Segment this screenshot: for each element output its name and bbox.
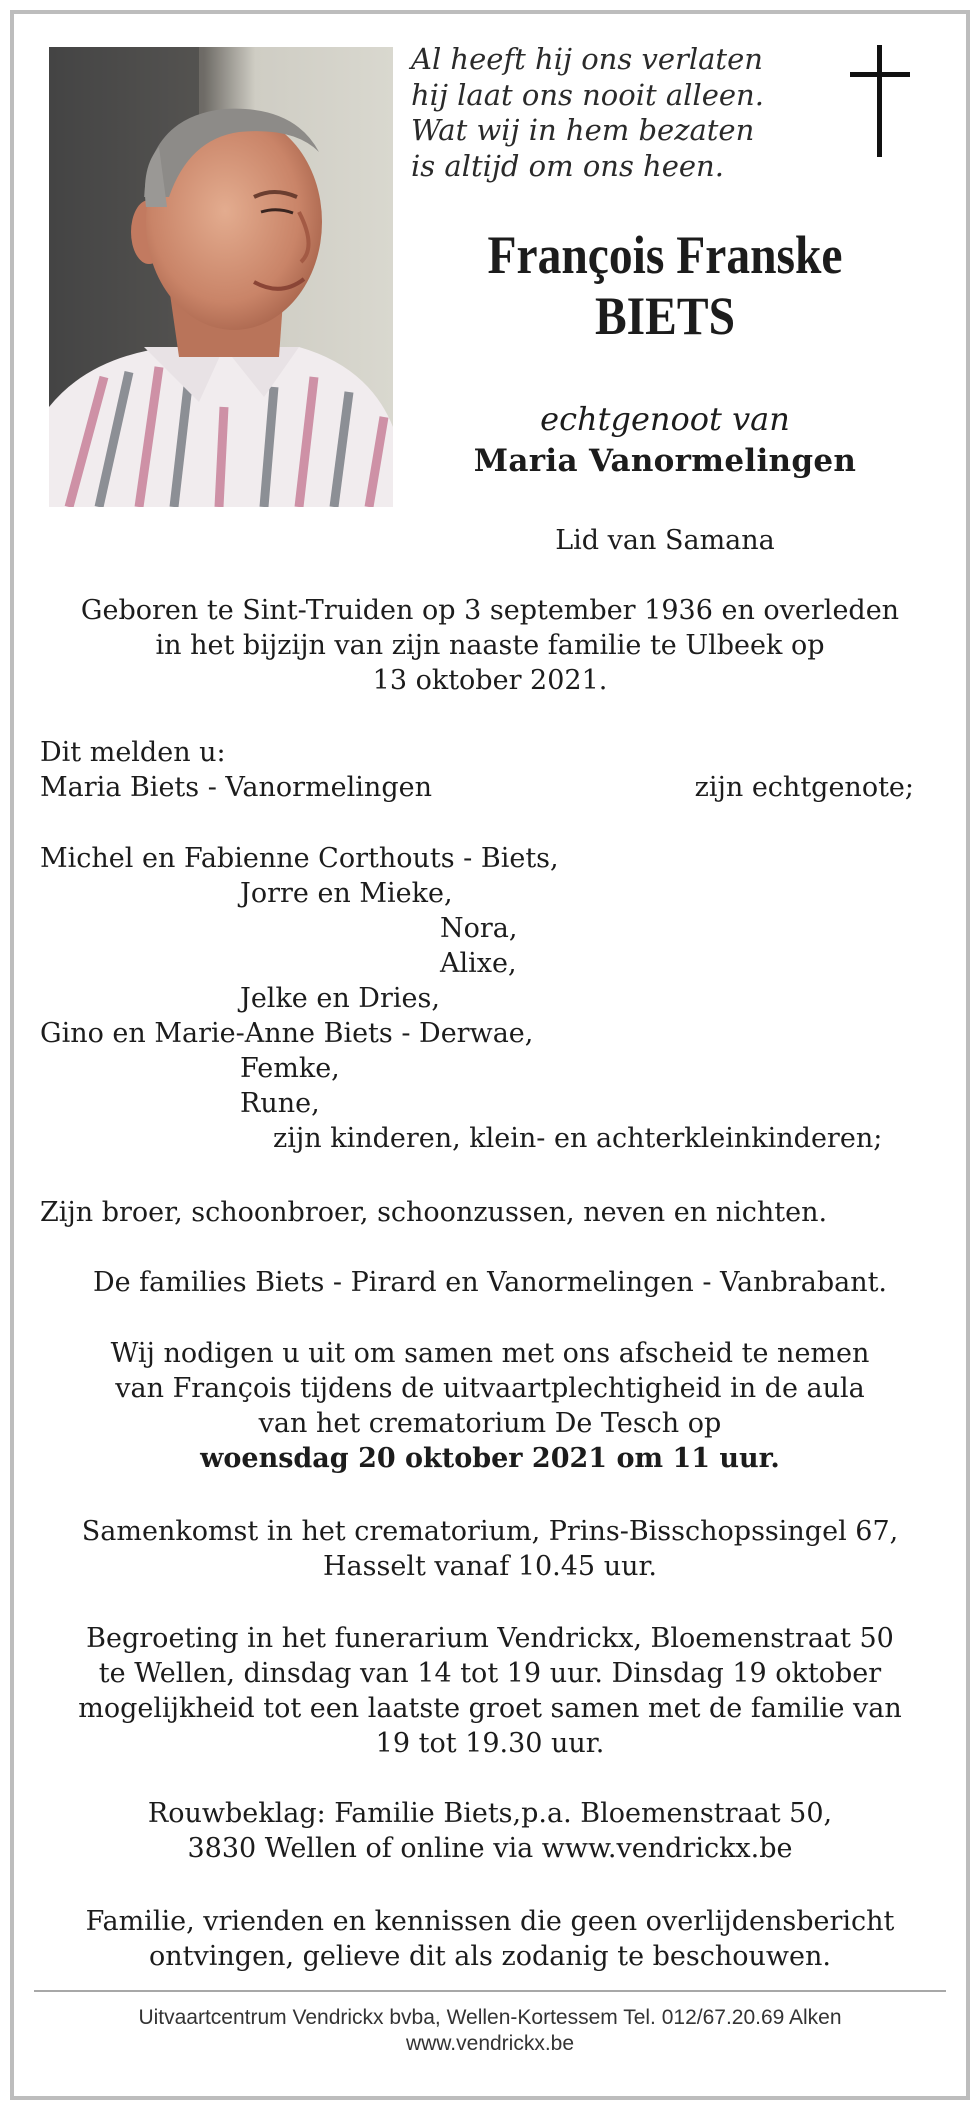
text-line: Hasselt vanaf 10.45 uur. <box>323 1551 657 1582</box>
spouse-role: zijn echtgenote; <box>694 772 914 803</box>
deceased-name <box>445 225 885 347</box>
family-list <box>40 841 940 1156</box>
relatives-line: Zijn broer, schoonbroer, schoonzussen, neven en nichten. <box>40 1197 828 1228</box>
poem-line: is altijd om ons heen. <box>411 148 724 183</box>
footer <box>40 2005 940 2057</box>
deceased-surname: BIETS <box>594 286 736 346</box>
deceased-first-names: François Franske <box>487 225 843 285</box>
family-member: Jorre en Mieke, <box>240 878 453 909</box>
visitation-paragraph <box>40 1621 940 1761</box>
spouse-label: echtgenoot van <box>540 400 790 438</box>
announcers-block <box>40 735 940 805</box>
text-line: ontvingen, gelieve dit als zodanig te beschouwen. <box>149 1941 831 1972</box>
text-line: Rouwbeklag: Familie Biets,p.a. Bloemenstraat 50, <box>147 1798 833 1829</box>
spouse-row <box>40 770 940 805</box>
family-member: Gino en Marie-Anne Biets - Derwae, <box>40 1018 534 1049</box>
family-member: Rune, <box>240 1088 320 1119</box>
text-line: 13 oktober 2021. <box>372 665 608 696</box>
text-line: Familie, vrienden en kennissen die geen overlijdensbericht <box>85 1906 895 1937</box>
text-line: te Wellen, dinsdag van 14 tot 19 uur. Dinsdag 19 oktober <box>98 1658 882 1689</box>
text-line: 3830 Wellen of online via www.vendrickx.be <box>187 1833 793 1864</box>
footer-website: www.vendrickx.be <box>405 2032 575 2055</box>
text-line: Samenkomst in het crematorium, Prins-Bisschopssingel 67, <box>81 1516 899 1547</box>
text-line: Begroeting in het funerarium Vendrickx, Bloemenstraat 50 <box>86 1623 894 1654</box>
text-line: Wij nodigen u uit om samen met ons afscheid te nemen <box>110 1338 870 1369</box>
poem-line: hij laat ons nooit alleen. <box>411 77 764 112</box>
family-member: Nora, <box>440 913 518 944</box>
cross-icon <box>850 45 910 157</box>
text-line: Geboren te Sint-Truiden op 3 september 1936 en overleden <box>80 595 900 626</box>
notice-paragraph <box>40 1904 940 1974</box>
gathering-paragraph <box>40 1514 940 1584</box>
condolences-paragraph <box>40 1796 940 1866</box>
birth-death-paragraph <box>40 593 940 698</box>
poem-line: Wat wij in hem bezaten <box>411 113 755 147</box>
membership: Lid van Samana <box>555 525 775 556</box>
portrait-photo <box>49 47 393 507</box>
announcers-intro: Dit melden u: <box>40 737 226 768</box>
family-member: Alixe, <box>440 948 517 979</box>
ceremony-datetime: woensdag 20 oktober 2021 om 11 uur. <box>200 1443 780 1474</box>
family-member: Jelke en Dries, <box>240 983 440 1014</box>
footer-divider <box>34 1990 946 1992</box>
spouse-line: Maria Biets - Vanormelingen <box>40 772 432 803</box>
poem <box>411 42 831 184</box>
family-member: Michel en Fabienne Corthouts - Biets, <box>40 843 559 874</box>
poem-line: Al heeft hij ons verlaten <box>411 42 763 76</box>
family-member: zijn kinderen, klein- en achterkleinkinderen; <box>273 1123 883 1154</box>
text-line: 19 tot 19.30 uur. <box>375 1728 605 1759</box>
footer-company: Uitvaartcentrum Vendrickx bvba, Wellen-Kortessem Tel. 012/67.20.69 Alken <box>138 2006 842 2029</box>
family-member: Femke, <box>240 1053 340 1084</box>
text-line: van het crematorium De Tesch op <box>258 1408 722 1439</box>
spouse-name: Maria Vanormelingen <box>473 443 857 479</box>
text-line: in het bijzijn van zijn naaste familie te Ulbeek op <box>155 630 825 661</box>
families-line: De families Biets - Pirard en Vanormelingen - Vanbrabant. <box>92 1267 888 1298</box>
text-line: van François tijdens de uitvaartplechtigheid in de aula <box>115 1373 865 1404</box>
invitation-paragraph <box>40 1336 940 1476</box>
text-line: mogelijkheid tot een laatste groet samen met de familie van <box>78 1693 902 1724</box>
